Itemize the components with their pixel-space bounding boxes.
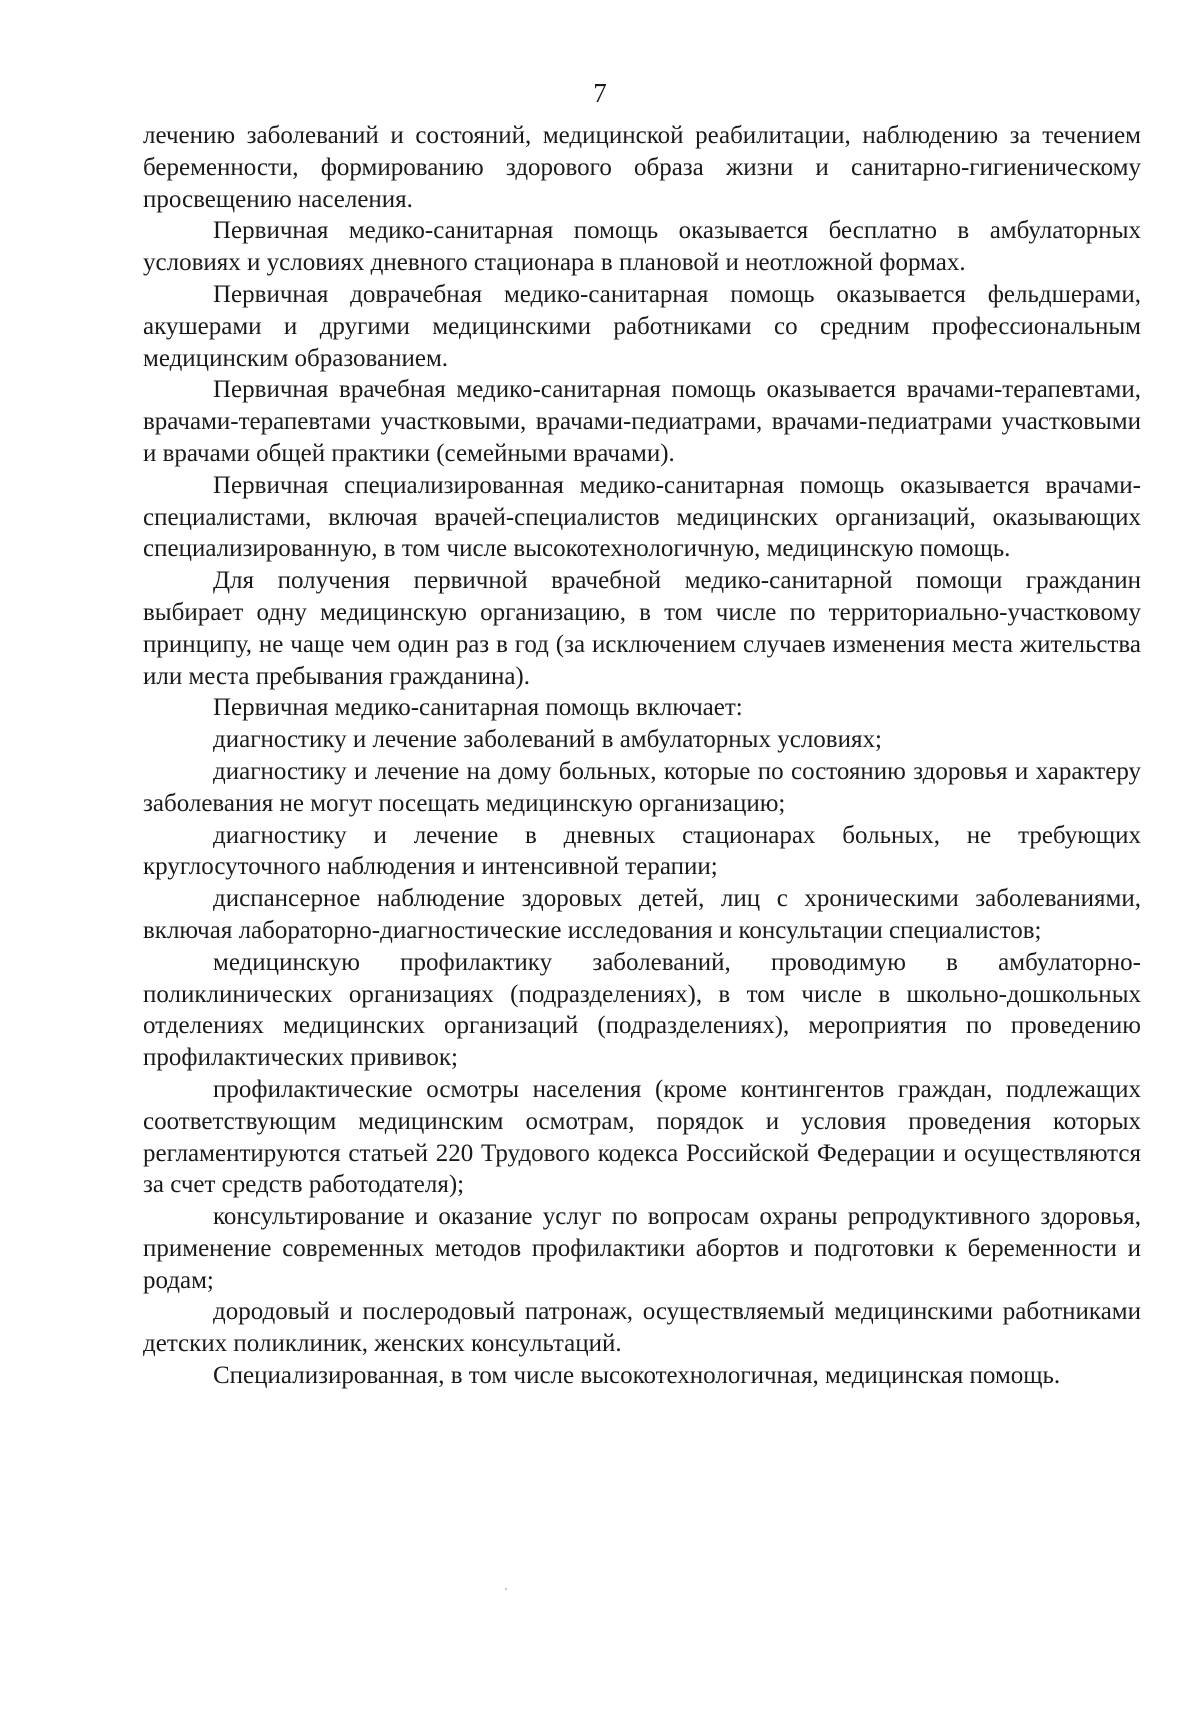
list-item: дородовый и послеродовый патронаж, осуществляемый медицинскими работниками детских поликлиник, женских консультаций. xyxy=(143,1298,1141,1358)
list-item: медицинскую профилактику заболеваний, проводимую в амбулаторно-поликлинических организациях (подразделениях), в том числе в школьно-дошкольных отделениях медицинских организаций (подразделениях), мероприятия по проведению профилактических прививок; xyxy=(143,948,1141,1072)
paragraph: Первичная доврачебная медико-санитарная помощь оказывается фельдшерами, акушерами и другими медицинскими работниками со средним профессиональным медицинским образованием. xyxy=(143,280,1141,372)
paragraph: Первичная медико-санитарная помощь оказывается бесплатно в амбулаторных условиях и условиях дневного стационара в плановой и неотложной формах. xyxy=(143,217,1141,277)
scan-speck xyxy=(505,1588,507,1590)
list-item: диагностику и лечение в дневных стационарах больных, не требующих круглосуточного наблюдения и интенсивной терапии; xyxy=(143,821,1141,881)
list-item: диагностику и лечение заболеваний в амбулаторных условиях; xyxy=(213,726,882,754)
paragraph-continuation: лечению заболеваний и состояний, медицинской реабилитации, наблюдению за течением беременности, формированию здорового образа жизни и санитарно-гигиеническому просвещению населения. xyxy=(143,122,1141,213)
page-number: 7 xyxy=(593,78,607,108)
list-intro: Первичная медико-санитарная помощь включает: xyxy=(213,694,743,722)
document-body xyxy=(143,120,1141,1392)
list-item: диагностику и лечение на дому больных, которые по состоянию здоровья и характеру заболевания не могут посещать медицинскую организацию; xyxy=(143,757,1141,817)
list-item: консультирование и оказание услуг по вопросам охраны репродуктивного здоровья, применение современных методов профилактики абортов и подготовки к беременности и родам; xyxy=(143,1203,1141,1294)
paragraph: Первичная врачебная медико-санитарная помощь оказывается врачами-терапевтами, врачами-терапевтами участковыми, врачами-педиатрами, врачами-педиатрами участковыми и врачами общей практики (семейными врачами). xyxy=(143,376,1141,467)
paragraph: Для получения первичной врачебной медико-санитарной помощи гражданин выбирает одну медицинскую организацию, в том числе по территориально-участковому принципу, не чаще чем один раз в год (за исключением случаев изменения места жительства или места пребывания гражданина). xyxy=(143,567,1141,690)
list-item: диспансерное наблюдение здоровых детей, лиц с хроническими заболеваниями, включая лабораторно-диагностические исследования и консультации специалистов; xyxy=(143,885,1141,944)
paragraph: Первичная специализированная медико-санитарная помощь оказывается врачами-специалистами, включая врачей-специалистов медицинских организаций, оказывающих специализированную, в том числе высокотехнологичную, медицинскую помощь. xyxy=(143,471,1141,563)
paragraph: Специализированная, в том числе высокотехнологичная, медицинская помощь. xyxy=(213,1362,1061,1390)
list-item: профилактические осмотры населения (кроме контингентов граждан, подлежащих соответствующим медицинским осмотрам, порядок и условия проведения которых регламентируются статьей 220 Трудового кодекса Российской Федерации и осуществляются за счет средств работодателя); xyxy=(143,1075,1141,1199)
